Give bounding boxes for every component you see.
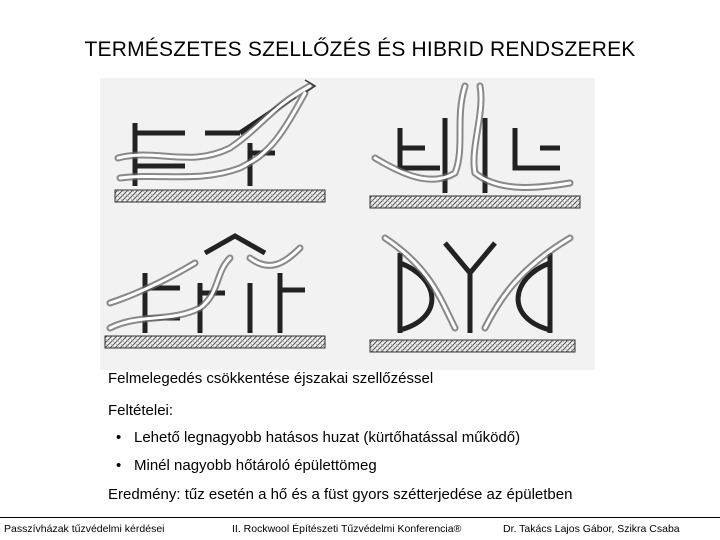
bullet-text: Lehető legnagyobb hatásos huzat (kürtőhatással működő): [134, 429, 521, 446]
bullet-text: Minél nagyobb hőtároló épülettömeg: [134, 457, 377, 474]
heading-text: Felmelegedés csökkentése éjszakai szellőzéssel: [108, 370, 434, 387]
bullet-marker: •: [116, 429, 122, 446]
conditions-label: Feltételei:: [108, 402, 174, 419]
footer: [0, 517, 720, 540]
footer-left: Passzívházak tűzvédelmi kérdései: [4, 523, 165, 535]
footer-right: Dr. Takács Lajos Gábor, Szikra Csaba: [503, 523, 680, 535]
footer-center: II. Rockwool Építészeti Tűzvédelmi Konferencia®: [232, 523, 462, 535]
footer-divider: [0, 517, 720, 518]
bullet-marker: •: [116, 457, 122, 474]
result-text: Eredmény: tűz esetén a hő és a füst gyors szétterjedése az épületben: [108, 486, 573, 503]
ventilation-diagrams: [100, 78, 595, 370]
page-title: TERMÉSZETES SZELLŐZÉS ÉS HIBRID RENDSZEREK: [84, 38, 636, 61]
